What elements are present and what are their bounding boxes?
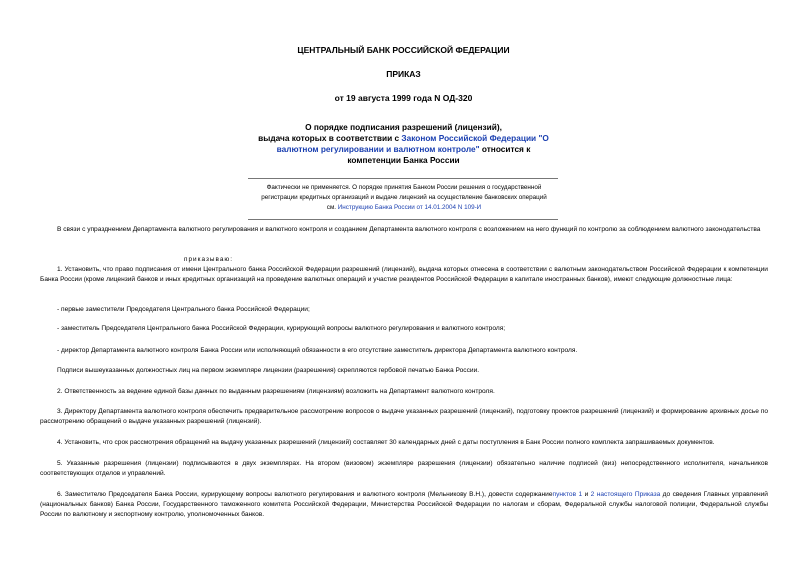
title-line-1: О порядке подписания разрешений (лицензий), (305, 122, 502, 132)
item-6-text-end: до сведения Главных управлений (национальных банков) Банка России, Государственного таможенного комитета Российской Федерации, Министерства Российской Федерации по налогам и сборам, Федеральной службы налоговой полиции, Федеральной службы России по валютному и экспортному контролю, уполномоченных банков. (40, 491, 768, 519)
note-top-divider (248, 178, 558, 179)
item-6-text-start: 6. Заместителю Председателя Банка России, курирующему вопросы валютного регулирования и валютного контроля (Мельникову В.Н.), довести содержание (57, 491, 553, 498)
document-date-number: от 19 августа 1999 года N ОД-320 (334, 93, 473, 103)
order-item-2-link[interactable]: 2 настоящего Приказа (590, 491, 661, 498)
item-1-paragraph: 1. Установить, что право подписания от имени Центрального банка Российской Федерации разрешений (лицензий), выдача которых отнесена в соответствии с валютным законодательством Российской Федерации к компетенции Банка России (кроме лицензий банков и иных кредитных организаций на проведение валютных операций и участие резидентов Российской Федерации в капитале иностранных банков), имеют следующие должностные лица: (40, 266, 768, 284)
items-1-link[interactable]: пунктов 1 (552, 491, 583, 498)
preamble-paragraph: В связи с упразднением Департамента валютного регулирования и валютного контроля и созданием Департамента валютного контроля с возложением на него функций по контролю за соблюдением валютного законодательства (57, 226, 761, 233)
item-3-paragraph: 3. Директору Департамента валютного контроля обеспечить предварительное рассмотрение вопросов о выдаче указанных разрешений (лицензий), подготовку проектов разрешений (лицензий) и формирование архивных досье по рассмотрению обращений о выдаче указанных разрешений (лицензий). (40, 408, 768, 426)
dash-item-2: - заместитель Председателя Центрального банка Российской Федерации, курирующий вопросы валютного регулирования и валютного контроля; (57, 325, 506, 332)
item-2-paragraph: 2. Ответственность за ведение единой базы данных по выданным разрешениям (лицензиям) возложить на Департамент валютного контроля. (57, 388, 495, 395)
item-6-and: и (582, 491, 591, 498)
title-line-2-start: выдача которых в соответствии с (258, 132, 402, 143)
law-link[interactable]: Законом Российской Федерации "О валютном регулировании и валютном контроле" (276, 132, 549, 154)
item-5-paragraph: 5. Указанные разрешения (лицензии) подписываются в двух экземплярах. На втором (визовом) экземпляре разрешения (лицензии) обязательно наличие подписей (виз) непосредственного исполнителя, начальников соответствующих отделов и управлений. (40, 460, 768, 478)
order-word: приказываю: (184, 256, 233, 263)
item-6-paragraph (40, 490, 768, 521)
dash-item-1: - первые заместители Председателя Центрального банка Российской Федерации; (57, 306, 310, 313)
status-note (258, 183, 550, 212)
document-type: ПРИКАЗ (386, 69, 421, 79)
instruction-link[interactable]: Инструкцию Банка России от 14.01.2004 N 109-И (337, 203, 482, 211)
dash-item-3: - директор Департамента валютного контроля Банка России или исполняющий обязанности в его отсутствие заместитель директора Департамента валютного контроля. (57, 347, 578, 354)
item-4-paragraph: 4. Установить, что срок рассмотрения обращений на выдачу указанных разрешений (лицензий) составляет 30 календарных дней с даты поступления в Банк России полного комплекта запрашиваемых документов. (57, 439, 715, 446)
title-end: относится к компетенции Банка России (347, 143, 531, 165)
document-title (250, 122, 557, 166)
note-bottom-divider (248, 219, 558, 220)
issuer-heading: ЦЕНТРАЛЬНЫЙ БАНК РОССИЙСКОЙ ФЕДЕРАЦИИ (297, 45, 510, 55)
status-note-text: Фактически не применяется. О порядке принятия Банком России решения о государственной регистрации кредитных организаций и выдаче лицензий на осуществление банковских операций см. (261, 184, 547, 211)
seal-paragraph: Подписи вышеуказанных должностных лиц на первом экземпляре лицензии (разрешения) скрепляются гербовой печатью Банка России. (57, 367, 480, 374)
